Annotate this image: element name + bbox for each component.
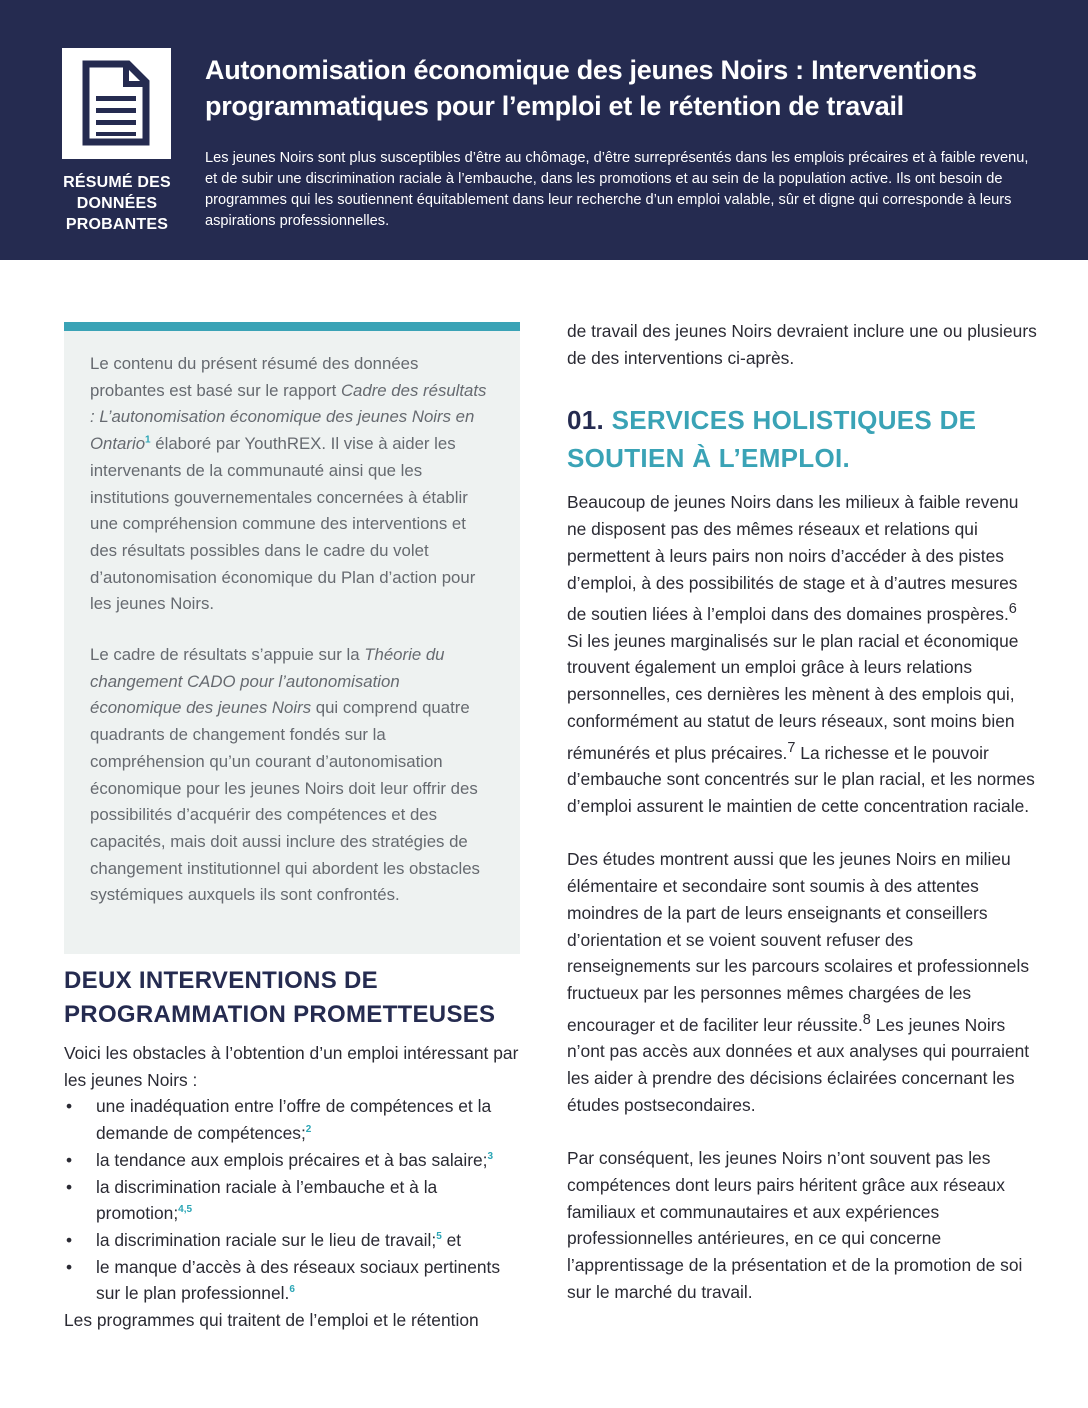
text-run: la tendance aux emplois précaires et à bas salaire; bbox=[96, 1149, 488, 1170]
text-run: la discrimination raciale à l’embauche et à la promotion; bbox=[96, 1176, 438, 1224]
intro-paragraph: Les jeunes Noirs sont plus susceptibles d’être au chômage, d’être surreprésentés dans les emplois précaires et à faible revenu, et de subir une discrimination raciale à l’embauche, dans les promotions et au sein de la population active. Ils ont besoin de programmes qui les soutiennent équitablement dans leur recherche d’un emploi valable, sûr et digne qui corresponde à leurs aspirations professionnelles. bbox=[205, 150, 1029, 229]
callout-paragraph bbox=[90, 351, 494, 618]
document-type-badge bbox=[52, 172, 182, 235]
document-icon bbox=[82, 60, 150, 146]
section-heading-interventions bbox=[64, 964, 534, 1032]
title-line: Autonomisation économique des jeunes Noirs : Interventions bbox=[205, 55, 977, 85]
body-paragraph bbox=[567, 489, 1037, 819]
list-item bbox=[64, 1093, 524, 1146]
text-run: une inadéquation entre l’offre de compétences et la demande de compétences; bbox=[96, 1096, 492, 1144]
list-item bbox=[64, 1147, 524, 1174]
footnote-ref: 3 bbox=[487, 1151, 494, 1163]
text-run: Des études montrent aussi que les jeunes Noirs en milieu élémentaire et secondaire sont soumis à des attentes moindres de la part de leurs enseignants et conseillers d’orientation et se voient souvent refuser des renseignements sur les parcours scolaires et professionnels fructueux par les personnes mêmes chargées de les encourager et de faciliter leur réussite. bbox=[567, 849, 1030, 1035]
body-paragraph bbox=[567, 846, 1037, 1118]
text-run: et bbox=[441, 1229, 462, 1250]
continuation-paragraph: de travail des jeunes Noirs devraient inclure une ou plusieurs de des interventions ci-après. bbox=[567, 321, 1037, 368]
list-item bbox=[64, 1174, 524, 1227]
body-paragraph: Par conséquent, les jeunes Noirs n’ont souvent pas les compétences dont leurs pairs héritent grâce aux réseaux familiaux et communautaires et aux expériences professionnelles antérieures, en ce qui concerne l’apprentissage de la présentation et de la promotion de soi sur le marché du travail. bbox=[567, 1148, 1023, 1302]
right-column bbox=[567, 318, 1037, 1305]
footnote-ref: 6 bbox=[1008, 601, 1017, 618]
callout-accent-bar bbox=[64, 322, 520, 331]
heading-line: PROGRAMMATION PROMETTEUSES bbox=[64, 1001, 496, 1028]
header-banner bbox=[0, 0, 1088, 260]
footnote-ref: 1 bbox=[145, 434, 151, 446]
obstacles-list bbox=[64, 1093, 524, 1307]
list-item bbox=[64, 1227, 524, 1254]
text-run: Le contenu du présent résumé des données probantes est basé sur le rapport bbox=[90, 354, 419, 400]
text-run: Le cadre de résultats s’appuie sur la bbox=[90, 645, 365, 665]
title-line: programmatiques pour l’emploi et le rétention de travail bbox=[205, 91, 904, 121]
badge-line: RÉSUMÉ DES bbox=[63, 174, 171, 191]
text-run: Si les jeunes marginalisés sur le plan racial et économique trouvent également un emploi grâce à leurs relations personnelles, ces dernières les mènent à des emplois qui, conformément au statut de leurs réseaux, sont moins bien rémunérés et plus précaires. bbox=[567, 630, 1019, 763]
text-run: Les jeunes Noirs n’ont pas accès aux données et aux analyses qui pourraient les aider à prendre des décisions éclairées concernant les études postsecondaires. bbox=[567, 1014, 1030, 1115]
footnote-ref: 6 bbox=[289, 1284, 295, 1296]
list-item bbox=[64, 1254, 524, 1307]
callout-paragraph bbox=[90, 642, 494, 909]
heading-line: DEUX INTERVENTIONS DE bbox=[64, 967, 378, 994]
closing-line: Les programmes qui traitent de l’emploi et le rétention bbox=[64, 1310, 479, 1331]
footnote-ref: 7 bbox=[787, 739, 796, 756]
footnote-ref: 2 bbox=[305, 1124, 312, 1136]
footnote-ref: 5 bbox=[436, 1231, 442, 1243]
obstacles-lead: Voici les obstacles à l’obtention d’un emploi intéressant par les jeunes Noirs : bbox=[64, 1043, 519, 1090]
page-title bbox=[205, 52, 1065, 124]
section-number: 01. bbox=[567, 405, 605, 436]
text-run: qui comprend quatre quadrants de changement fondés sur la compréhension qu’un courant d’autonomisation économique pour les jeunes Noirs doit leur offrir des possibilités d’acquérir des compétences et des capacités, mais doit aussi inclure des stratégies de changement institutionnel qui abordent les obstacles systémiques auxquels ils sont confrontés. bbox=[90, 698, 480, 905]
callout-body bbox=[64, 331, 520, 954]
footnote-ref: 8 bbox=[862, 1011, 871, 1028]
callout-box bbox=[64, 322, 520, 954]
text-run: élaboré par YouthREX. Il vise à aider les intervenants de la communauté ainsi que les institutions gouvernementales concernées à établir une compréhension commune des interventions et des résultats possibles dans le cadre du volet d’autonomisation économique du Plan d’action pour les jeunes Noirs. bbox=[90, 434, 476, 614]
text-run: le manque d’accès à des réseaux sociaux pertinents sur le plan professionnel. bbox=[96, 1256, 501, 1304]
text-run: Beaucoup de jeunes Noirs dans les milieux à faible revenu ne disposent pas des mêmes réseaux et relations qui permettent à leurs pairs non noirs d’accéder à des pistes d’emploi, à des possibilités de stage et à d’autres mesures de soutien liées à l’emploi dans des domaines prospères. bbox=[567, 492, 1019, 625]
theory-title-italic: Théorie du changement CADO pour l’autonomisation économique des jeunes Noirs bbox=[90, 645, 445, 718]
text-run: la discrimination raciale sur le lieu de travail; bbox=[96, 1229, 437, 1250]
section-heading-01 bbox=[567, 401, 1037, 477]
text-run: La richesse et le pouvoir d’embauche sont concentrés sur le plan racial, et les normes d’emploi assurent le maintien de cette concentration raciale. bbox=[567, 742, 1035, 816]
footnote-ref: 4,5 bbox=[178, 1204, 193, 1216]
badge-line: DONNÉES bbox=[76, 195, 158, 212]
badge-line: PROBANTES bbox=[65, 216, 169, 233]
section-title: SERVICES HOLISTIQUES DE SOUTIEN À L’EMPLOI. bbox=[567, 405, 977, 474]
obstacles-section bbox=[64, 1040, 524, 1334]
report-title-italic: Cadre des résultats : L’autonomisation économique des jeunes Noirs en Ontario bbox=[90, 380, 487, 454]
document-icon-box bbox=[62, 48, 171, 159]
